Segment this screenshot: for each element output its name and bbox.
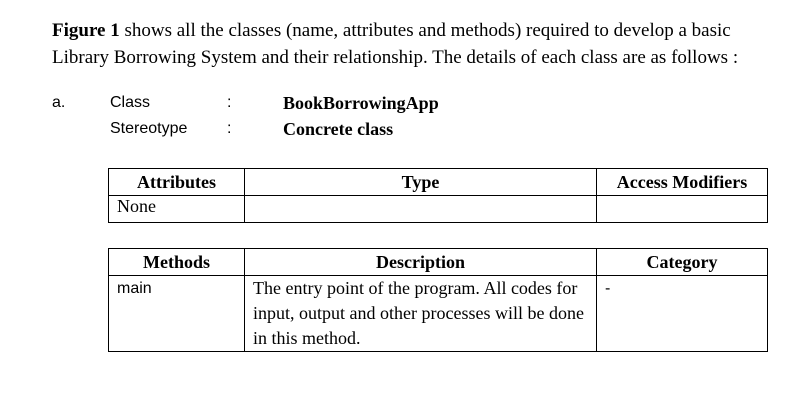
access-modifiers-header: Access Modifiers (597, 169, 768, 196)
table-row (109, 276, 768, 352)
stereotype-value: Concrete class (283, 119, 394, 139)
method-category-cell: - (597, 276, 768, 352)
attribute-type-cell (245, 196, 597, 223)
intro-text: shows all the classes (name, attributes and methods) required to develop a basic Library Borrowing System and their relationship. The details of each class are as follows : (52, 20, 739, 68)
description-header: Description (245, 249, 597, 276)
type-header: Type (245, 169, 597, 196)
class-name-value: BookBorrowingApp (283, 93, 439, 113)
category-header: Category (597, 249, 768, 276)
attributes-table (108, 168, 768, 223)
table-row (109, 196, 768, 223)
item-letter: a. (52, 94, 66, 111)
attribute-name-cell: None (109, 196, 245, 223)
stereotype-colon: : (227, 120, 232, 137)
attributes-header: Attributes (109, 169, 245, 196)
methods-table (108, 248, 768, 352)
method-name-cell: main (109, 276, 245, 352)
attributes-header-row (109, 169, 768, 196)
figure-reference: Figure 1 (52, 20, 120, 41)
intro-paragraph (52, 17, 772, 71)
methods-header-row (109, 249, 768, 276)
method-description-cell: The entry point of the program. All codes for input, output and other processes will be done in this method. (245, 276, 597, 352)
methods-header: Methods (109, 249, 245, 276)
stereotype-label: Stereotype (110, 120, 188, 137)
class-colon: : (227, 94, 232, 111)
class-label: Class (110, 94, 151, 111)
attribute-access-cell (597, 196, 768, 223)
